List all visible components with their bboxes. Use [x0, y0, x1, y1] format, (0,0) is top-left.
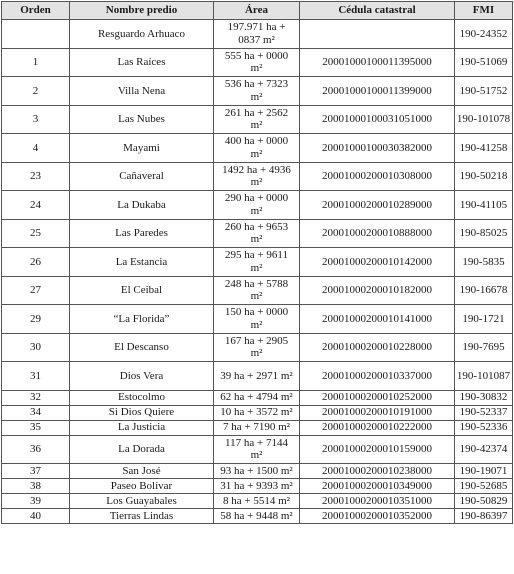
- cell-fmi: 190-41258: [455, 134, 513, 163]
- cell-cedula: 20001000200010351000: [300, 494, 455, 509]
- cell-area: 39 ha + 2971 m²: [214, 362, 300, 391]
- cell-fmi: 190-101078: [455, 105, 513, 134]
- cell-orden: 32: [2, 390, 70, 405]
- cell-nombre: La Dorada: [70, 435, 214, 464]
- cell-cedula: 20001000100011399000: [300, 77, 455, 106]
- cell-fmi: 190-86397: [455, 509, 513, 524]
- cell-area: 8 ha + 5514 m²: [214, 494, 300, 509]
- table-row: [2, 362, 513, 391]
- table-row: [2, 479, 513, 494]
- cell-cedula: 20001000200010222000: [300, 420, 455, 435]
- cell-area: 261 ha + 2562 m²: [214, 105, 300, 134]
- cell-orden: 36: [2, 435, 70, 464]
- cell-fmi: 190-52336: [455, 420, 513, 435]
- table-row: [2, 509, 513, 524]
- cell-area: 536 ha + 7323 m²: [214, 77, 300, 106]
- header-cedula: Cédula catastral: [300, 2, 455, 20]
- table-row: [2, 248, 513, 277]
- cell-orden: 40: [2, 509, 70, 524]
- cell-area: 31 ha + 9393 m²: [214, 479, 300, 494]
- cell-fmi: 190-1721: [455, 305, 513, 334]
- table-header-row: [2, 2, 513, 20]
- cell-orden: 1: [2, 48, 70, 77]
- cell-fmi: 190-24352: [455, 20, 513, 49]
- cell-area: 295 ha + 9611 m²: [214, 248, 300, 277]
- cell-fmi: 190-50829: [455, 494, 513, 509]
- table-row: [2, 276, 513, 305]
- cell-orden: 39: [2, 494, 70, 509]
- table-row: [2, 48, 513, 77]
- cell-cedula: 20001000200010238000: [300, 464, 455, 479]
- cell-cedula: 20001000200010289000: [300, 191, 455, 220]
- table-body: [2, 20, 513, 524]
- header-area: Área: [214, 2, 300, 20]
- cell-orden: 35: [2, 420, 70, 435]
- cell-orden: 31: [2, 362, 70, 391]
- cell-nombre: Cañaveral: [70, 162, 214, 191]
- cell-area: 167 ha + 2905 m²: [214, 333, 300, 362]
- cell-fmi: 190-16678: [455, 276, 513, 305]
- cell-area: 93 ha + 1500 m²: [214, 464, 300, 479]
- cell-orden: 3: [2, 105, 70, 134]
- cell-nombre: Villa Nena: [70, 77, 214, 106]
- cell-cedula: 20001000200010142000: [300, 248, 455, 277]
- table-row: [2, 435, 513, 464]
- cell-cedula: 20001000200010159000: [300, 435, 455, 464]
- header-nombre: Nombre predio: [70, 2, 214, 20]
- table-row: [2, 390, 513, 405]
- cell-cedula: 20001000100031051000: [300, 105, 455, 134]
- table-row: [2, 162, 513, 191]
- cell-area: 150 ha + 0000 m²: [214, 305, 300, 334]
- cell-cedula: 20001000200010228000: [300, 333, 455, 362]
- predios-table: [1, 1, 513, 524]
- cell-area: 290 ha + 0000 m²: [214, 191, 300, 220]
- cell-nombre: La Dukaba: [70, 191, 214, 220]
- cell-nombre: Las Nubes: [70, 105, 214, 134]
- cell-cedula: 20001000200010888000: [300, 219, 455, 248]
- cell-cedula: 20001000200010352000: [300, 509, 455, 524]
- header-orden: Orden: [2, 2, 70, 20]
- cell-fmi: 190-30832: [455, 390, 513, 405]
- cell-cedula: 20001000100030382000: [300, 134, 455, 163]
- cell-cedula: 20001000200010349000: [300, 479, 455, 494]
- cell-cedula: 20001000200010141000: [300, 305, 455, 334]
- cell-fmi: 190-52685: [455, 479, 513, 494]
- table-row: [2, 405, 513, 420]
- cell-fmi: 190-19071: [455, 464, 513, 479]
- cell-fmi: 190-52337: [455, 405, 513, 420]
- cell-cedula: 20001000200010191000: [300, 405, 455, 420]
- table-row: [2, 333, 513, 362]
- cell-area: 7 ha + 7190 m²: [214, 420, 300, 435]
- cell-nombre: Mayami: [70, 134, 214, 163]
- cell-nombre: El Ceibal: [70, 276, 214, 305]
- cell-fmi: 190-85025: [455, 219, 513, 248]
- cell-fmi: 190-51752: [455, 77, 513, 106]
- cell-area: 197.971 ha + 0837 m²: [214, 20, 300, 49]
- cell-area: 58 ha + 9448 m²: [214, 509, 300, 524]
- cell-nombre: Si Dios Quiere: [70, 405, 214, 420]
- cell-nombre: Paseo Bolívar: [70, 479, 214, 494]
- cell-orden: 38: [2, 479, 70, 494]
- cell-nombre: El Descanso: [70, 333, 214, 362]
- cell-nombre: “La Florida”: [70, 305, 214, 334]
- cell-orden: 26: [2, 248, 70, 277]
- cell-cedula: 20001000200010337000: [300, 362, 455, 391]
- table-row: [2, 20, 513, 49]
- table-row: [2, 134, 513, 163]
- cell-area: 117 ha + 7144 m²: [214, 435, 300, 464]
- table-row: [2, 494, 513, 509]
- table-row: [2, 219, 513, 248]
- cell-nombre: La Justicia: [70, 420, 214, 435]
- cell-fmi: 190-50218: [455, 162, 513, 191]
- cell-area: 260 ha + 9653 m²: [214, 219, 300, 248]
- cell-fmi: 190-41105: [455, 191, 513, 220]
- cell-cedula: 20001000200010182000: [300, 276, 455, 305]
- cell-fmi: 190-42374: [455, 435, 513, 464]
- cell-cedula: 20001000100011395000: [300, 48, 455, 77]
- cell-nombre: Dios Vera: [70, 362, 214, 391]
- cell-cedula: 20001000200010252000: [300, 390, 455, 405]
- table-row: [2, 105, 513, 134]
- cell-orden: 4: [2, 134, 70, 163]
- cell-fmi: 190-7695: [455, 333, 513, 362]
- cell-orden: 25: [2, 219, 70, 248]
- cell-nombre: Resguardo Arhuaco: [70, 20, 214, 49]
- cell-orden: [2, 20, 70, 49]
- cell-area: 248 ha + 5788 m²: [214, 276, 300, 305]
- cell-nombre: Las Paredes: [70, 219, 214, 248]
- cell-nombre: Tierras Lindas: [70, 509, 214, 524]
- cell-orden: 30: [2, 333, 70, 362]
- cell-orden: 29: [2, 305, 70, 334]
- cell-orden: 24: [2, 191, 70, 220]
- cell-area: 555 ha + 0000 m²: [214, 48, 300, 77]
- cell-orden: 27: [2, 276, 70, 305]
- cell-fmi: 190-5835: [455, 248, 513, 277]
- cell-nombre: Estocolmo: [70, 390, 214, 405]
- cell-cedula: [300, 20, 455, 49]
- cell-area: 10 ha + 3572 m²: [214, 405, 300, 420]
- cell-orden: 34: [2, 405, 70, 420]
- table-row: [2, 305, 513, 334]
- table-row: [2, 420, 513, 435]
- table-row: [2, 77, 513, 106]
- cell-fmi: 190-101087: [455, 362, 513, 391]
- cell-orden: 37: [2, 464, 70, 479]
- cell-area: 400 ha + 0000 m²: [214, 134, 300, 163]
- cell-fmi: 190-51069: [455, 48, 513, 77]
- cell-orden: 2: [2, 77, 70, 106]
- cell-area: 62 ha + 4794 m²: [214, 390, 300, 405]
- cell-cedula: 20001000200010308000: [300, 162, 455, 191]
- cell-area: 1492 ha + 4936 m²: [214, 162, 300, 191]
- table-row: [2, 191, 513, 220]
- header-fmi: FMI: [455, 2, 513, 20]
- cell-nombre: Los Guayabales: [70, 494, 214, 509]
- cell-orden: 23: [2, 162, 70, 191]
- table-row: [2, 464, 513, 479]
- cell-nombre: Las Raíces: [70, 48, 214, 77]
- cell-nombre: San José: [70, 464, 214, 479]
- cell-nombre: La Estancia: [70, 248, 214, 277]
